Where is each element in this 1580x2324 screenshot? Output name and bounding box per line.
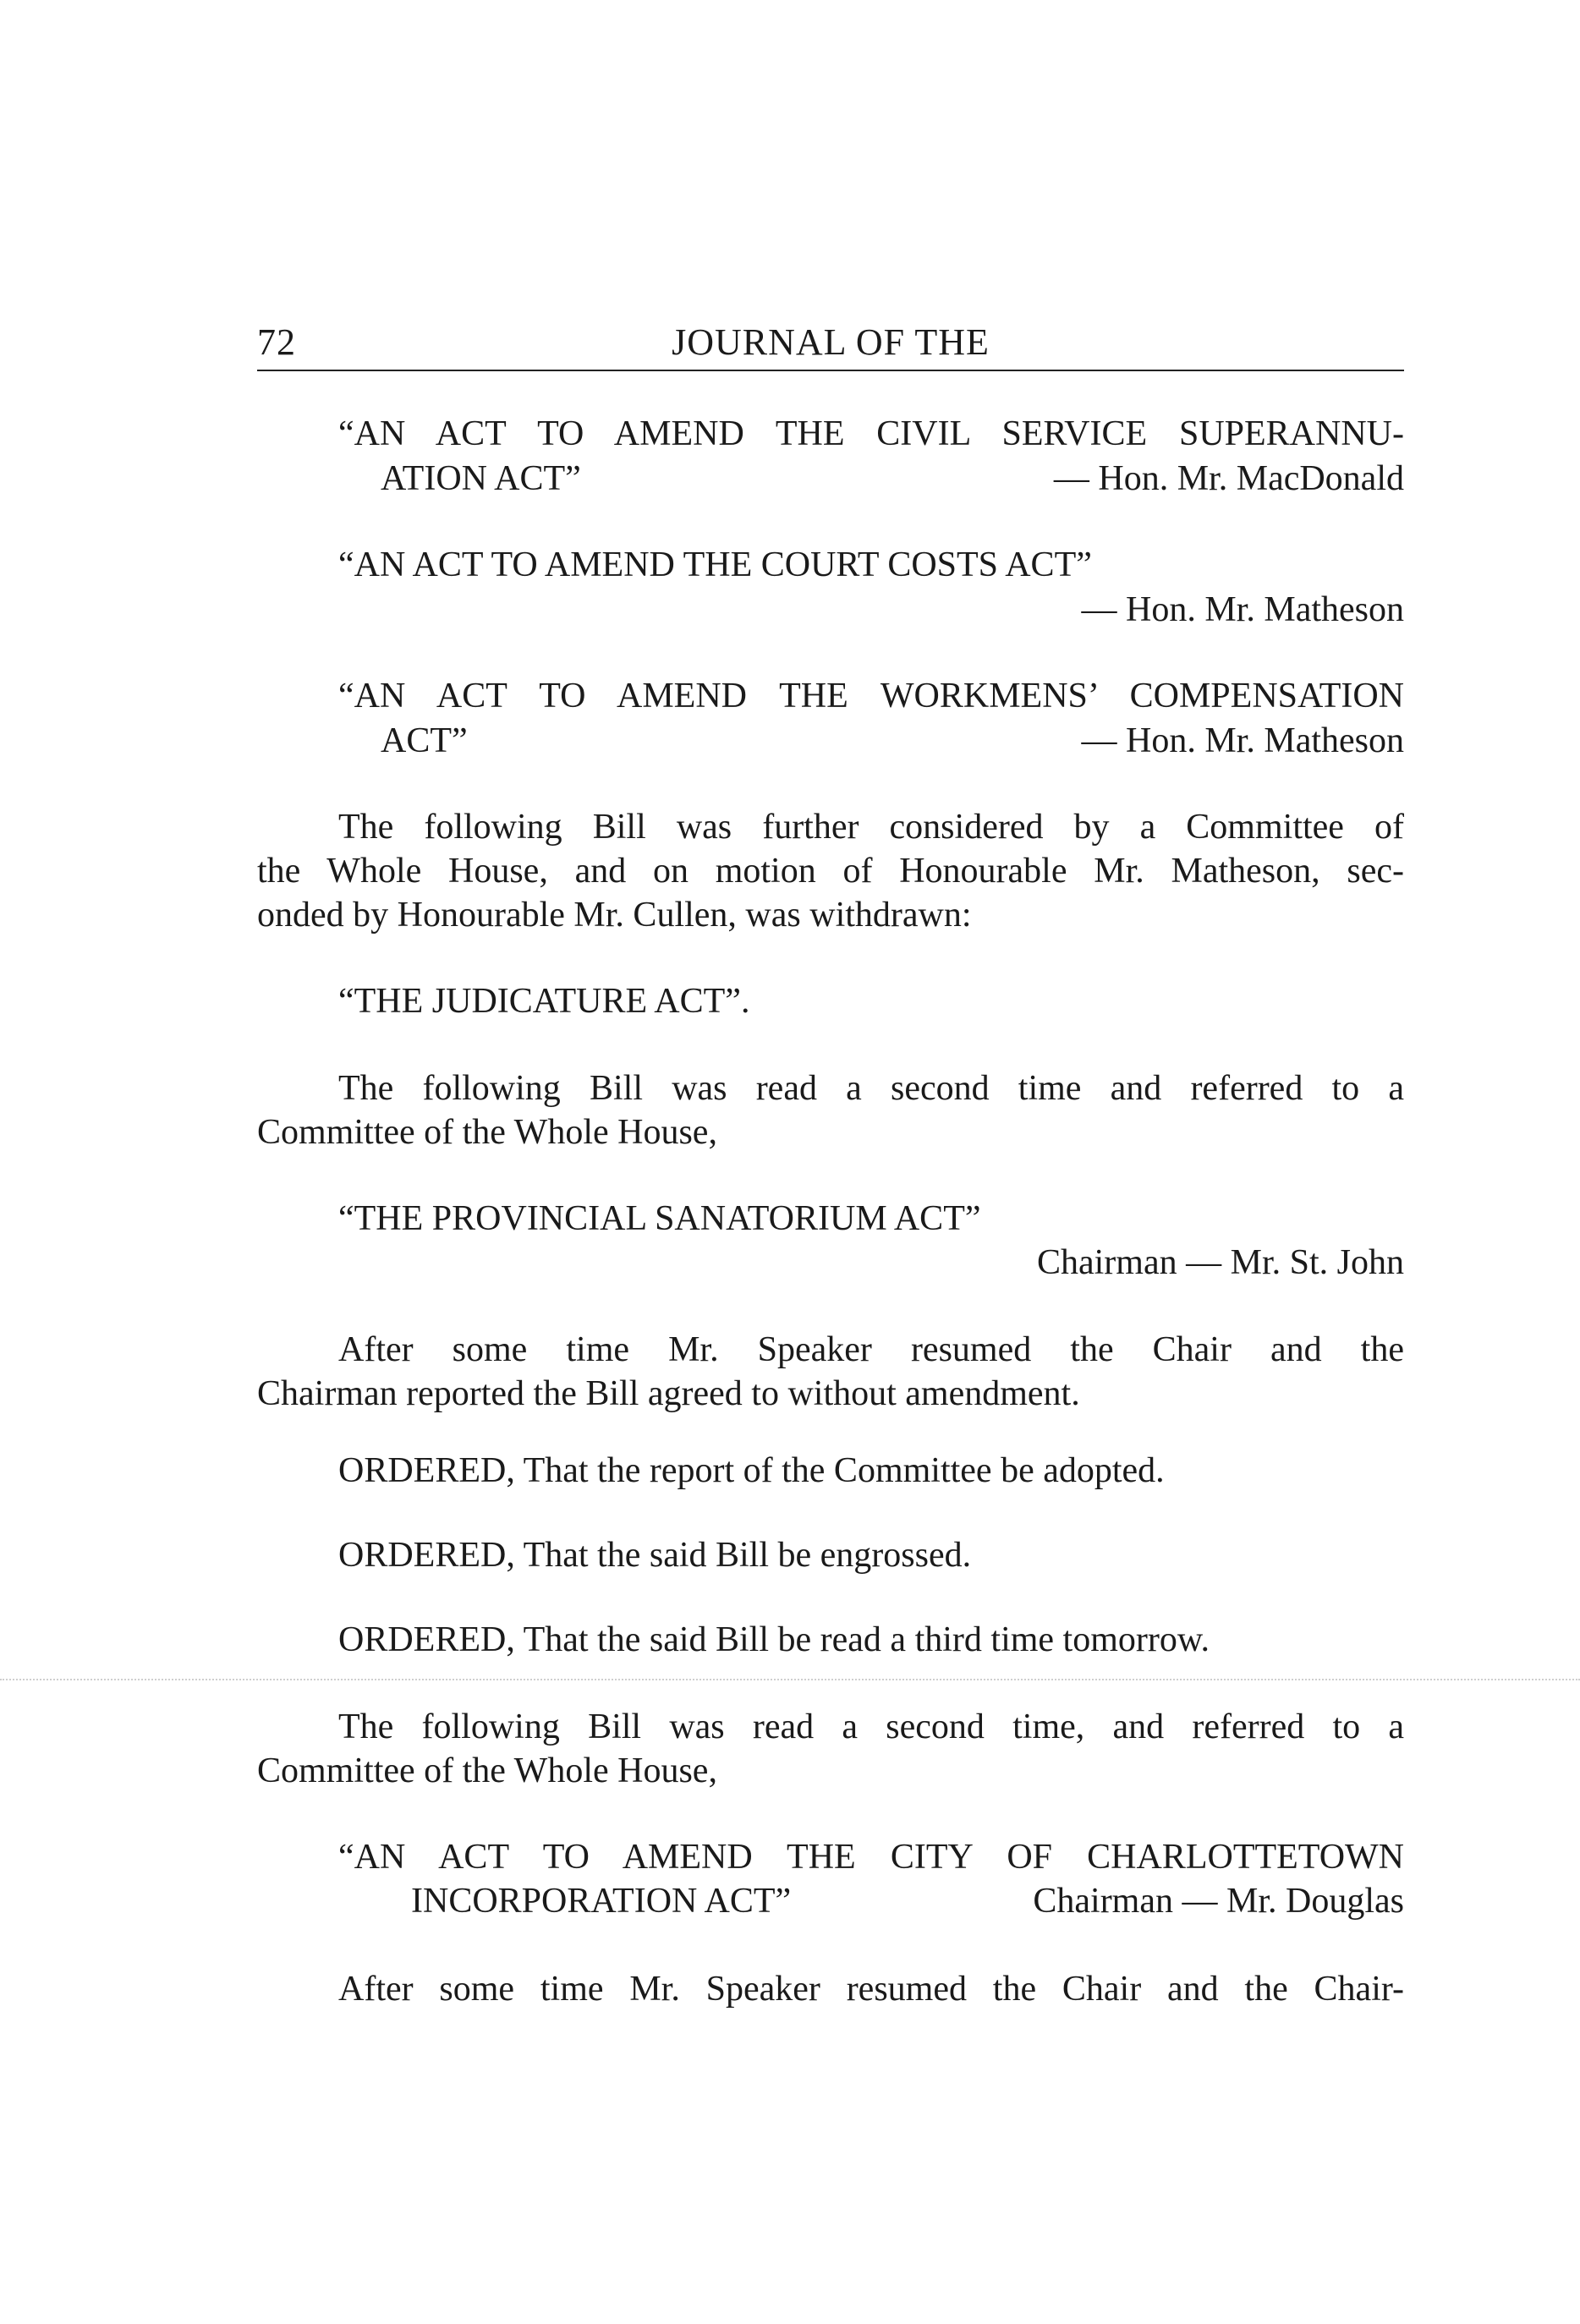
bill-civil-service-sponsor: — Hon. Mr. MacDonald (1053, 459, 1404, 498)
order-report-adopted: ORDERED, That the report of the Committee be adopted. (338, 1451, 1165, 1490)
bill-charlottetown-chairman: Chairman — Mr. Douglas (1033, 1882, 1404, 1921)
bill-judicature-title: “THE JUDICATURE ACT”. (338, 982, 750, 1021)
paragraph-resumed-1-line1: After some time Mr. Speaker resumed the Chair and the (338, 1330, 1404, 1369)
bill-court-costs-sponsor: — Hon. Mr. Matheson (1081, 590, 1404, 629)
bill-sanatorium-title: “THE PROVINCIAL SANATORIUM ACT” (338, 1199, 981, 1238)
bill-workmens-compensation-title-line2: ACT” (381, 721, 468, 760)
paragraph-second-reading-1-line1: The following Bill was read a second time and referred to a (338, 1069, 1404, 1108)
running-head: JOURNAL OF THE (672, 321, 990, 363)
bill-court-costs-title: “AN ACT TO AMEND THE COURT COSTS ACT” (338, 545, 1092, 584)
bill-charlottetown-title-line1: “AN ACT TO AMEND THE CITY OF CHARLOTTETOWN (338, 1838, 1404, 1877)
paragraph-withdrawn-line2: the Whole House, and on motion of Honourable Mr. Matheson, sec- (257, 852, 1404, 891)
paragraph-second-reading-2-line1: The following Bill was read a second time, and referred to a (338, 1707, 1404, 1746)
paragraph-second-reading-1-line2: Committee of the Whole House, (257, 1113, 717, 1152)
paragraph-withdrawn-line1: The following Bill was further considered by a Committee of (338, 808, 1404, 847)
order-bill-engrossed: ORDERED, That the said Bill be engrossed. (338, 1536, 972, 1575)
paragraph-withdrawn-line3: onded by Honourable Mr. Cullen, was withdrawn: (257, 896, 972, 935)
bill-charlottetown-title-line2: INCORPORATION ACT” (411, 1882, 792, 1921)
bill-workmens-compensation-title-line1: “AN ACT TO AMEND THE WORKMENS’ COMPENSATION (338, 677, 1404, 715)
paragraph-resumed-1-line2: Chairman reported the Bill agreed to without amendment. (257, 1374, 1080, 1413)
page-header (257, 317, 1404, 371)
paragraph-resumed-2-line1: After some time Mr. Speaker resumed the Chair and the Chair- (338, 1970, 1404, 2009)
page-number: 72 (257, 321, 296, 363)
bill-sanatorium-chairman: Chairman — Mr. St. John (1036, 1243, 1404, 1282)
scan-dotted-rule (0, 1679, 1580, 1680)
order-third-reading: ORDERED, That the said Bill be read a third time tomorrow. (338, 1620, 1210, 1659)
bill-civil-service-title-line2: ATION ACT” (381, 459, 581, 498)
bill-civil-service-title-line1: “AN ACT TO AMEND THE CIVIL SERVICE SUPERANNU- (338, 414, 1404, 453)
bill-workmens-compensation-sponsor: — Hon. Mr. Matheson (1081, 721, 1404, 760)
paragraph-second-reading-2-line2: Committee of the Whole House, (257, 1751, 717, 1790)
